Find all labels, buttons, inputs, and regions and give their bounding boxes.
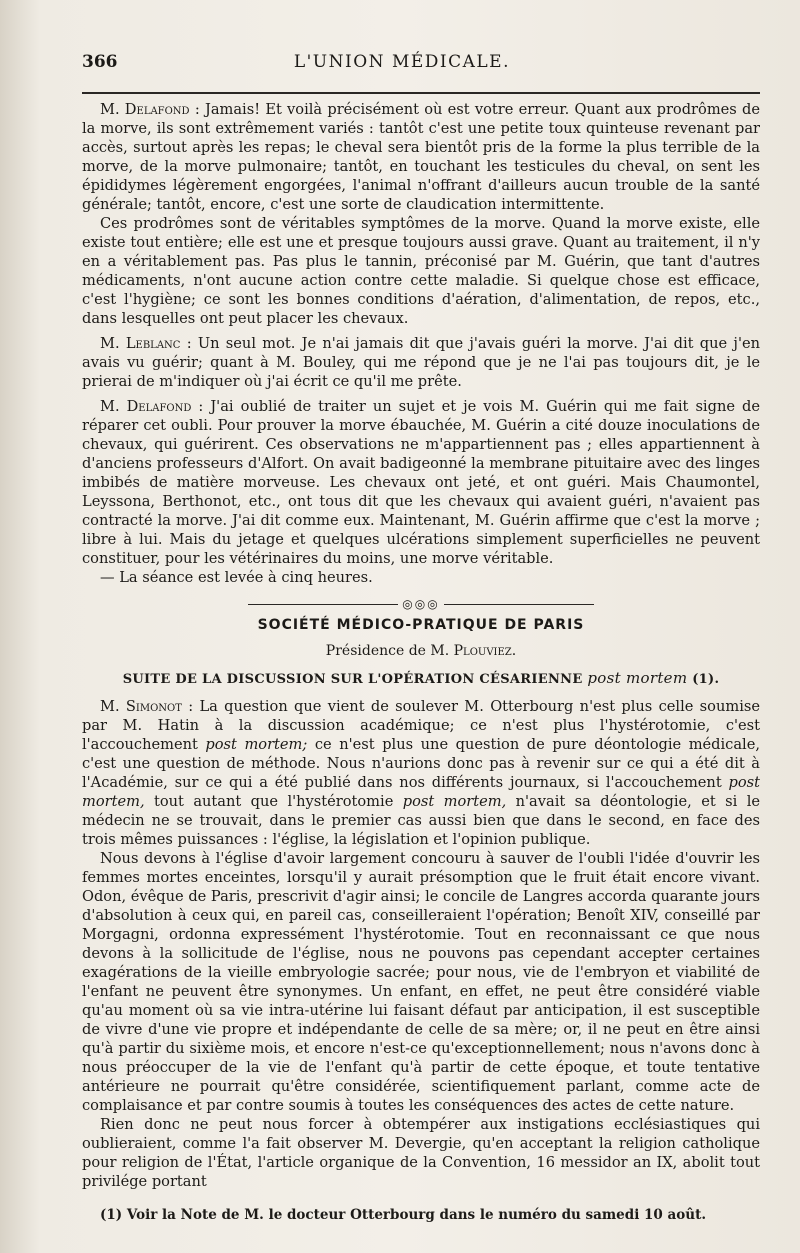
society-heading: SOCIÉTÉ MÉDICO-PRATIQUE DE PARIS [257,617,585,633]
paragraph-eglise: Nous devons à l'église d'avoir largement concouru à sauver de l'oubli l'idée d'ouvrir les femmes mortes enceintes, lorsqu'il y aurait présomption que le fruit était encore vivant. Odon, évêque de Paris, prescrivit d'agir ainsi; le concile de Langres accorda quarante jours d'absolution à ceux qui, en pareil cas, conseilleraient l'opération; Benoît XIV, conseillé par Morgagni, ordonna expressément l'hystérotomie. Tout en reconnaissant ce que nous devons à la sollicitude de l'église, nous ne pouvons pas cependant accepter certaines exagérations de la vieille embryologie sacrée; pour nous, vie de l'embryon et viabilité de l'enfant ne peuvent être synonymes. Un enfant, en effet, ne peut être considéré viable qu'au moment où sa vie intra-utérine lui faisant défaut par anticipation, il est susceptible de vivre d'une vie propre et indépendante de celle de sa mère; or, il ne peut en être ainsi qu'à partir du sixième mois, et encore n'est-ce qu'exceptionnellement; nous n'avons donc à nous préoccuper de la vie de l'enfant qu'à partir de cette époque, et toute tentative antérieure ne pourrait qu'être considérée, scientifiquement parlant, comme acte de complaisance et par contre soumis à toutes les conséquences des actes de cette nature. [82,850,760,1114]
paragraph-prodromes: Ces prodrômes sont de véritables symptômes de la morve. Quand la morve existe, elle existe tout entière; elle est une et presque toujours aussi grave. Quant au traitement, il n'y en a véritablement pas. Pas plus le tannin, préconisé par M. Guérin, que tant d'autres médicaments, n'ont aucune action contre cette maladie. Si quelque chose est efficace, c'est l'hygiène; ce sont les bonnes conditions d'aération, d'alimentation, de repos, etc., dans lesquelles ont peut placer les chevaux. [82,215,760,327]
president-name: Plouviez. [453,643,517,659]
paragraph-seance-levee: — La séance est levée à cinq heures. [100,569,373,586]
paragraph-delafond-1: M. Delafond : Jamais! Et voilà précisément où est votre erreur. Quant aux prodrômes de la morve, ils sont extrêmement variés : tantôt c'est une petite toux quinteuse revenant par accès, surtout après les repas; le cheval sera bientôt pris de la forme la plus terrible de la morve, de la morve pulmonaire; tantôt, en touchant les testicules du cheval, on sent les épididymes légèrement engorgées, l'animal n'offrant d'ailleurs aucun trouble de la santé générale; tantôt, encore, c'est une sorte de claudication intermittente. [82,101,760,213]
speaker-name: M. Delafond [100,101,190,118]
paragraph-leblanc: M. Leblanc : Un seul mot. Je n'ai jamais dit que j'avais guéri la morve. J'ai dit que j'en avais vu guérir; quant à M. Bouley, qui me répond que je ne l'ai pas toujours dit, je le prierai de m'indiquer où j'ai écrit ce qu'il me prête. [82,335,760,390]
discussion-title: SUITE DE LA DISCUSSION SUR L'OPÉRATION CÉSARIENNE post mortem (1). [122,669,720,687]
paragraph-rien-donc: Rien donc ne peut nous forcer à obtempérer aux instigations ecclésiastiques qui oublieraient, comme l'a fait observer M. Devergie, qu'en acceptant la religion catholique pour religion de l'État, l'article organique de la Convention, 16 messidor an IX, abolit tout privilége portant [82,1116,760,1190]
ornament-glyphs: ◎◎◎ [402,597,440,611]
footnote: (1) Voir la Note de M. le docteur Otterbourg dans le numéro du samedi 10 août. [100,1207,707,1223]
header-rule [82,92,760,94]
speaker-name: M. Simonot [100,698,182,715]
section-ornament [82,597,760,611]
speaker-name: M. Delafond [100,398,192,415]
paragraph-delafond-2: M. Delafond : J'ai oublié de traiter un sujet et je vois M. Guérin qui me fait signe de réparer cet oubli. Pour prouver la morve ébauchée, M. Guérin a cité douze inoculations de chevaux, qui guérirent. Ces observations ne m'appartiennent pas ; elles appartiennent à d'anciens professeurs d'Alfort. On avait badigeonné la membrane pituitaire avec des linges imbibés de matière morveuse. Les chevaux ont jeté, et ont guéri. Mais Chaumontel, Leyssona, Berthonot, etc., ont tous dit que les chevaux qui avaient guéri, n'avaient pas contracté la morve. J'ai dit comme eux. Maintenant, M. Guérin affirme que c'est la morve ; libre à lui. Mais du jetage et quelques ulcérations simplement superficielles ne peuvent constituer, pour les vétérinaires du moins, une morve véritable. [82,398,760,567]
presidence-line: Présidence de M. Plouviez. [325,643,517,659]
paragraph-simonot: M. Simonot : La question que vient de soulever M. Otterbourg n'est plus celle soumise par M. Hatin à la discussion académique; ce n'est plus l'hystérotomie, c'est l'accouchement post mortem; ce n'est plus une question de pure déontologie médicale, c'est une question de méthode. Nous n'aurions donc pas à revenir sur ce qui a été dit à l'Académie, sur ce qui a été publié dans nos différents journaux, si l'accouchement post mortem, tout autant que l'hystérotomie post mortem, n'avait sa déontologie, et si le médecin ne se trouvait, dans le premier cas aussi bien que dans le second, en face des trois mêmes puissances : l'église, la législation et l'opinion publique. [82,698,760,848]
page-number: 366 [82,52,118,72]
speaker-name: M. Leblanc [100,335,181,352]
page-header [82,52,760,82]
journal-title: L'UNION MÉDICALE. [293,52,510,72]
